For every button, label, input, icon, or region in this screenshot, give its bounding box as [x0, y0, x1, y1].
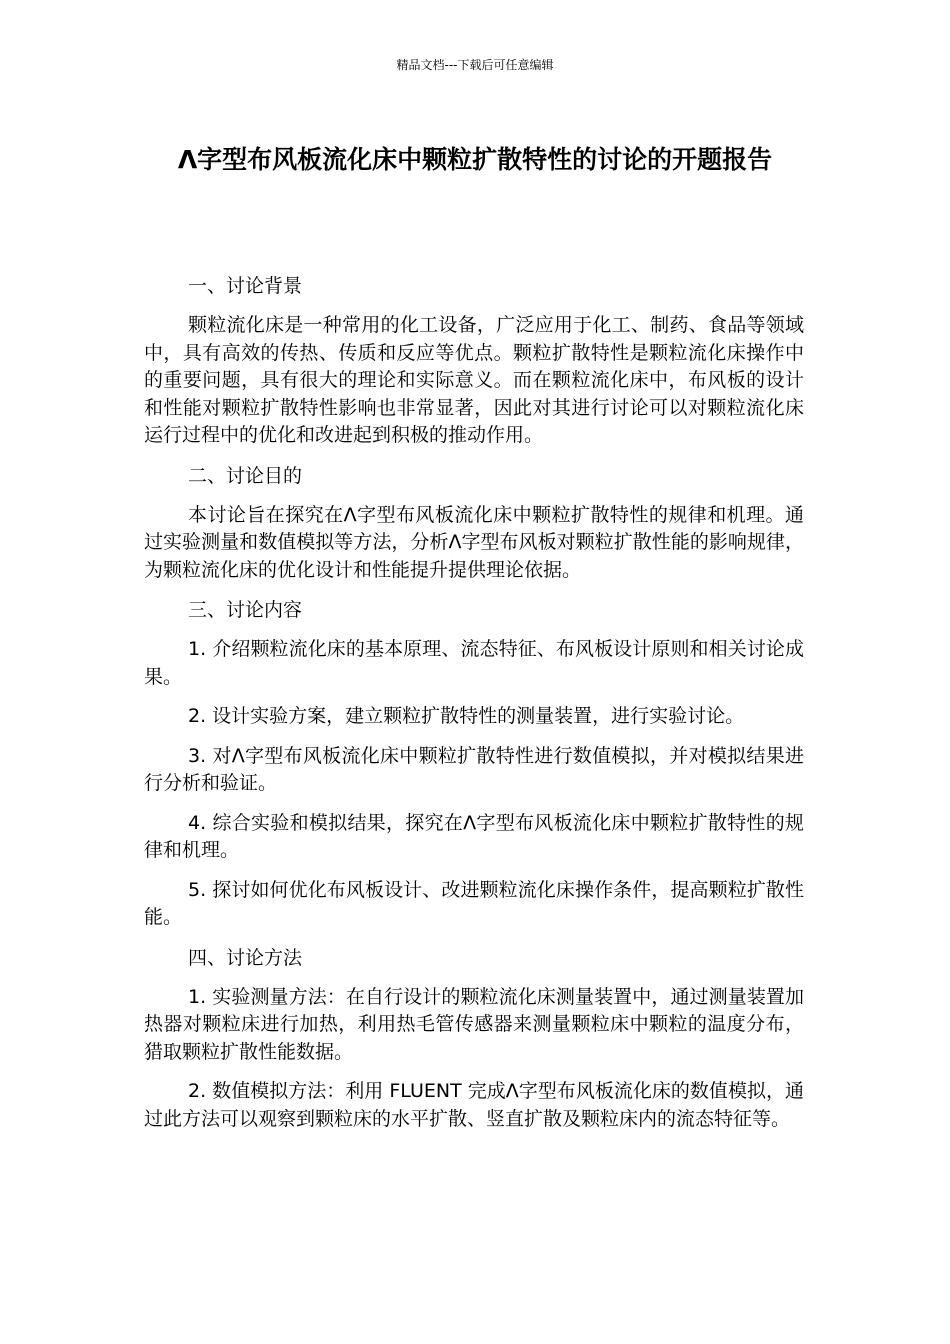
list-item: 5. 探讨如何优化布风板设计、改进颗粒流化床操作条件，提高颗粒扩散性能。 — [144, 878, 804, 928]
list-item: 4. 综合实验和模拟结果，探究在Λ字型布风板流化床中颗粒扩散特性的规律和机理。 — [144, 811, 804, 861]
section-heading: 四、讨论方法 — [188, 946, 303, 969]
section-content — [144, 596, 804, 932]
list-item: 1. 实验测量方法：在自行设计的颗粒流化床测量装置中，通过测量装置加热器对颗粒床进行加热，利用热毛管传感器来测量颗粒床中颗粒的温度分布，猎取颗粒扩散性能数据。 — [144, 985, 804, 1063]
section-heading: 二、讨论目的 — [188, 464, 303, 487]
list-item: 1. 介绍颗粒流化床的基本原理、流态特征、布风板设计原则和相关讨论成果。 — [144, 638, 804, 688]
section-methods — [144, 944, 804, 1134]
list-item: 3. 对Λ字型布风板流化床中颗粒扩散特性进行数值模拟，并对模拟结果进行分析和验证。 — [144, 744, 804, 794]
body-paragraph: 颗粒流化床是一种常用的化工设备，广泛应用于化工、制药、食品等领域中，具有高效的传热、传质和反应等优点。颗粒扩散特性是颗粒流化床操作中的重要问题，具有很大的理论和实际意义。而在颗粒流化床中，布风板的设计和性能对颗粒扩散特性影响也非常显著，因此对其进行讨论可以对颗粒流化床运行过程中的优化和改进起到积极的推动作用。 — [144, 314, 804, 446]
document-body — [144, 272, 804, 1145]
list-item: 2. 数值模拟方法：利用 FLUENT 完成Λ字型布风板流化床的数值模拟，通过此方法可以观察到颗粒床的水平扩散、竖直扩散及颗粒床内的流态特征等。 — [144, 1080, 804, 1130]
page-header: 精品文档---下载后可任意编辑 — [396, 58, 554, 72]
document-title: Λ字型布风板流化床中颗粒扩散特性的讨论的开题报告 — [177, 145, 773, 174]
section-background — [144, 272, 804, 450]
body-paragraph: 本讨论旨在探究在Λ字型布风板流化床中颗粒扩散特性的规律和机理。通过实验测量和数值模拟等方法，分析Λ字型布风板对颗粒扩散性能的影响规律，为颗粒流化床的优化设计和性能提升提供理论依据。 — [144, 503, 804, 581]
section-purpose — [144, 462, 804, 585]
section-heading: 三、讨论内容 — [188, 599, 303, 621]
list-item: 2. 设计实验方案，建立颗粒扩散特性的测量装置，进行实验讨论。 — [188, 705, 745, 727]
section-heading: 一、讨论背景 — [188, 275, 303, 297]
